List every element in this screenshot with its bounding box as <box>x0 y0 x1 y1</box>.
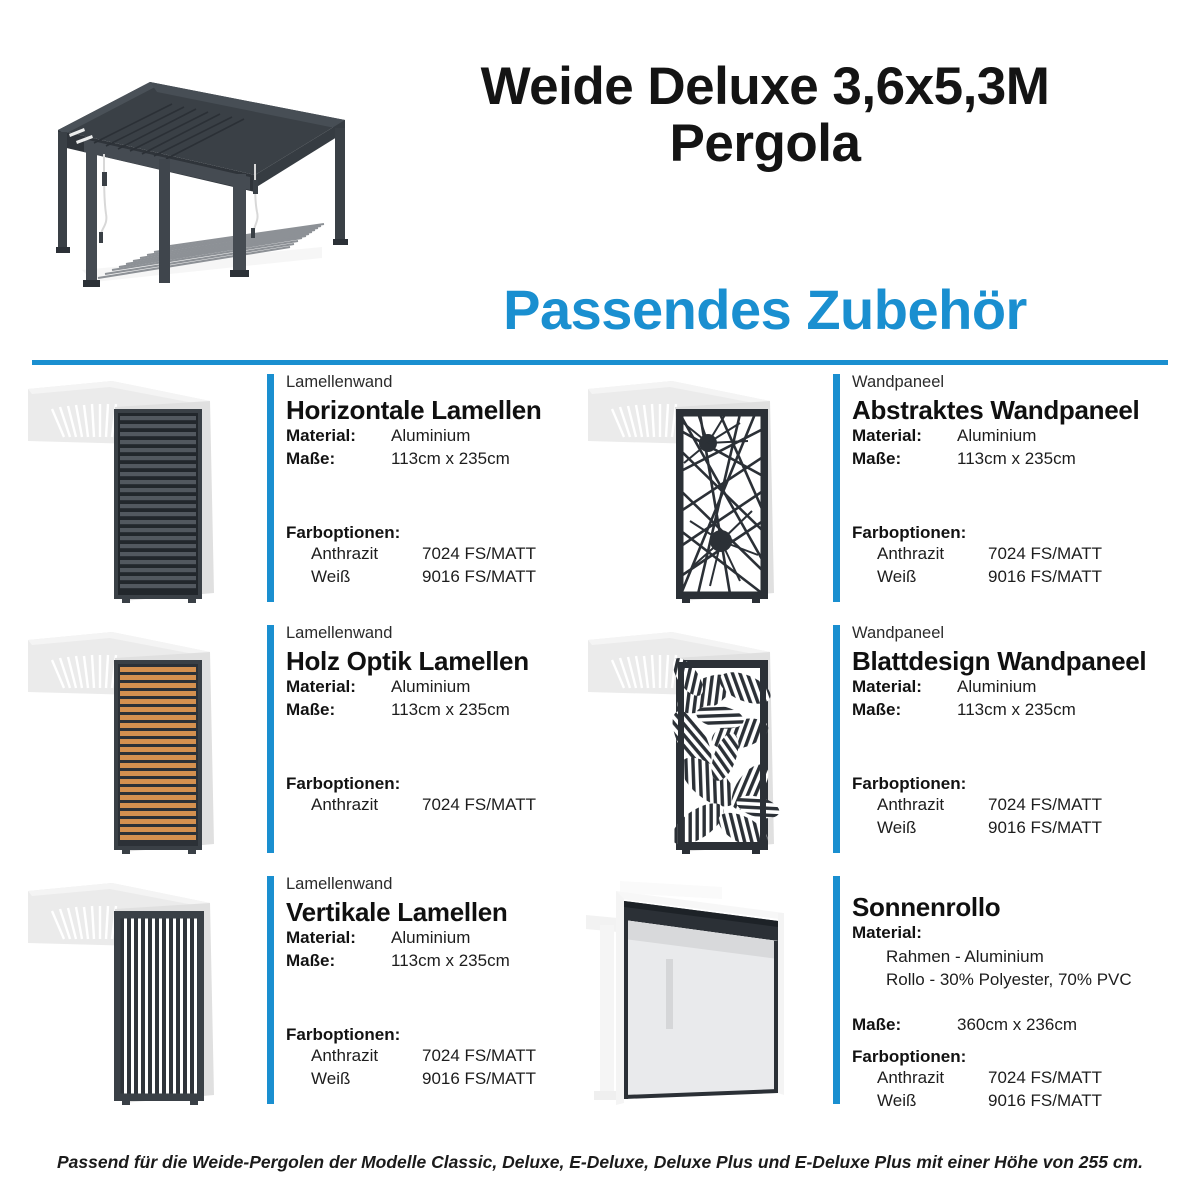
page-header <box>0 0 1200 363</box>
color-code: 7024 FS/MATT <box>988 1068 1102 1087</box>
spec-material-value: Aluminium <box>957 676 1037 696</box>
spec-masse <box>286 448 580 471</box>
product-kicker: Wandpaneel <box>852 624 945 642</box>
color-code: 9016 FS/MATT <box>422 566 536 586</box>
product-name: Horizontale Lamellen <box>286 394 542 425</box>
product-name: Vertikale Lamellen <box>286 896 508 927</box>
product-name: Sonnenrollo <box>852 892 1001 922</box>
color-options-label: Farboptionen: <box>852 523 967 542</box>
color-name: Anthrazit <box>311 544 379 563</box>
abstract-wall-panel-image <box>580 371 828 618</box>
color-option-row <box>286 794 580 817</box>
spec-masse-value: 113cm x 235cm <box>391 950 510 970</box>
color-name: Weiß <box>877 566 917 586</box>
color-options <box>852 1047 1146 1112</box>
spec-material-label: Material: <box>286 927 356 947</box>
color-name: Anthrazit <box>311 795 379 814</box>
color-options <box>852 523 1146 588</box>
color-name: Anthrazit <box>311 1046 379 1065</box>
spec-masse-label: Maße: <box>286 950 336 970</box>
color-options <box>286 774 580 817</box>
spec-material-value: Aluminium <box>957 425 1037 445</box>
spec-material <box>852 922 1146 945</box>
spec-masse <box>852 448 1146 471</box>
color-option-row <box>852 1090 1146 1113</box>
card-accent-bar <box>833 625 840 853</box>
color-option-row <box>852 543 1146 566</box>
spec-material <box>286 927 580 950</box>
color-option-row <box>852 566 1146 589</box>
color-option-row <box>286 1068 580 1091</box>
wood-look-slat-panel-image <box>14 622 262 869</box>
color-option-row <box>286 566 580 589</box>
spec-masse-value: 113cm x 235cm <box>391 699 510 719</box>
color-name: Anthrazit <box>877 544 945 563</box>
spec-masse-value: 113cm x 235cm <box>391 448 510 468</box>
color-option-row <box>852 794 1146 817</box>
product-kicker: Wandpaneel <box>852 373 945 391</box>
product-card-horizontale-lamellen[interactable] <box>14 371 580 618</box>
color-option-row <box>852 1067 1146 1090</box>
spec-material-value: Aluminium <box>391 676 471 696</box>
vertical-slat-panel-image <box>14 873 262 1120</box>
page-title <box>360 58 1170 172</box>
spec-material-value: Aluminium <box>391 927 471 947</box>
color-options-label: Farboptionen: <box>286 774 401 793</box>
product-info <box>852 873 1146 1120</box>
spec-material <box>286 425 580 448</box>
product-name: Abstraktes Wandpaneel <box>852 394 1140 425</box>
material-line-fabric: Rollo - 30% Polyester, 70% PVC <box>886 970 1132 990</box>
color-option-row <box>286 1045 580 1068</box>
spec-material <box>852 425 1146 448</box>
color-option-row <box>286 543 580 566</box>
card-accent-bar <box>267 876 274 1104</box>
hero-pergola-image <box>22 42 352 297</box>
color-options-label: Farboptionen: <box>286 523 401 542</box>
product-name: Blattdesign Wandpaneel <box>852 645 1147 676</box>
spec-masse-label: Maße: <box>852 699 902 719</box>
spec-masse <box>286 950 580 973</box>
product-info <box>286 873 580 1120</box>
color-name: Weiß <box>877 817 917 837</box>
color-code: 9016 FS/MATT <box>988 817 1102 837</box>
color-name: Weiß <box>877 1090 917 1110</box>
spec-material-value: Aluminium <box>391 425 471 445</box>
product-kicker: Lamellenwand <box>286 373 393 391</box>
color-options <box>286 1025 580 1090</box>
color-code: 7024 FS/MATT <box>422 544 536 563</box>
spec-masse-label: Maße: <box>286 699 336 719</box>
spec-masse-value: 113cm x 235cm <box>957 448 1076 468</box>
product-kicker: Lamellenwand <box>286 875 393 893</box>
spec-masse-label: Maße: <box>852 448 902 468</box>
card-accent-bar <box>267 374 274 602</box>
product-info <box>286 371 580 618</box>
product-info <box>852 622 1146 869</box>
accessory-grid <box>0 371 1200 1131</box>
color-code: 9016 FS/MATT <box>988 566 1102 586</box>
footer-note: Passend für die Weide-Pergolen der Modelle Classic, Deluxe, E-Deluxe, Deluxe Plus und E-Deluxe Plus mit einer Höhe von 255 cm. <box>57 1152 1143 1172</box>
spec-material <box>286 676 580 699</box>
color-name: Weiß <box>311 566 351 586</box>
color-code: 7024 FS/MATT <box>422 795 536 814</box>
product-card-holz-optik-lamellen[interactable] <box>14 622 580 869</box>
sun-blind-screen-image <box>580 873 828 1120</box>
spec-material-label: Material: <box>286 425 356 445</box>
color-options <box>852 774 1146 839</box>
spec-masse <box>852 699 1146 722</box>
product-card-sonnenrollo[interactable] <box>580 873 1146 1120</box>
product-card-vertikale-lamellen[interactable] <box>14 873 580 1120</box>
color-code: 7024 FS/MATT <box>988 795 1102 814</box>
spec-material <box>852 676 1146 699</box>
color-options-label: Farboptionen: <box>286 1025 401 1044</box>
color-code: 9016 FS/MATT <box>988 1090 1102 1110</box>
product-card-blattdesign-wandpaneel[interactable] <box>580 622 1146 869</box>
product-kicker: Lamellenwand <box>286 624 393 642</box>
product-info <box>852 371 1146 618</box>
color-options-label: Farboptionen: <box>852 1047 967 1066</box>
material-line-frame: Rahmen - Aluminium <box>886 946 1044 966</box>
product-info <box>286 622 580 869</box>
product-name: Holz Optik Lamellen <box>286 645 529 676</box>
header-divider-rule <box>32 360 1168 365</box>
spec-masse-value: 360cm x 236cm <box>957 1014 1077 1034</box>
color-name: Anthrazit <box>877 795 945 814</box>
color-name: Weiß <box>311 1068 351 1088</box>
spec-material-label: Material: <box>852 923 922 943</box>
title-line-2: Pergola <box>669 114 861 174</box>
section-subtitle: Passendes Zubehör <box>503 278 1027 341</box>
horizontal-slat-panel-image <box>14 371 262 618</box>
spec-masse <box>852 1014 1146 1037</box>
card-accent-bar <box>833 876 840 1104</box>
color-name: Anthrazit <box>877 1068 945 1087</box>
color-code: 7024 FS/MATT <box>988 544 1102 563</box>
spec-masse <box>286 699 580 722</box>
spec-masse-label: Maße: <box>852 1014 902 1034</box>
color-code: 7024 FS/MATT <box>422 1046 536 1065</box>
card-accent-bar <box>833 374 840 602</box>
spec-material-label: Material: <box>852 425 922 445</box>
color-options-label: Farboptionen: <box>852 774 967 793</box>
color-options <box>286 523 580 588</box>
card-accent-bar <box>267 625 274 853</box>
spec-masse-value: 113cm x 235cm <box>957 699 1076 719</box>
spec-masse-label: Maße: <box>286 448 336 468</box>
product-card-abstraktes-wandpaneel[interactable] <box>580 371 1146 618</box>
spec-material-label: Material: <box>286 676 356 696</box>
color-code: 9016 FS/MATT <box>422 1068 536 1088</box>
color-option-row <box>852 817 1146 840</box>
title-line-1: Weide Deluxe 3,6x5,3M <box>480 57 1050 116</box>
spec-material-label: Material: <box>852 676 922 696</box>
leaf-design-wall-panel-image <box>580 622 828 869</box>
